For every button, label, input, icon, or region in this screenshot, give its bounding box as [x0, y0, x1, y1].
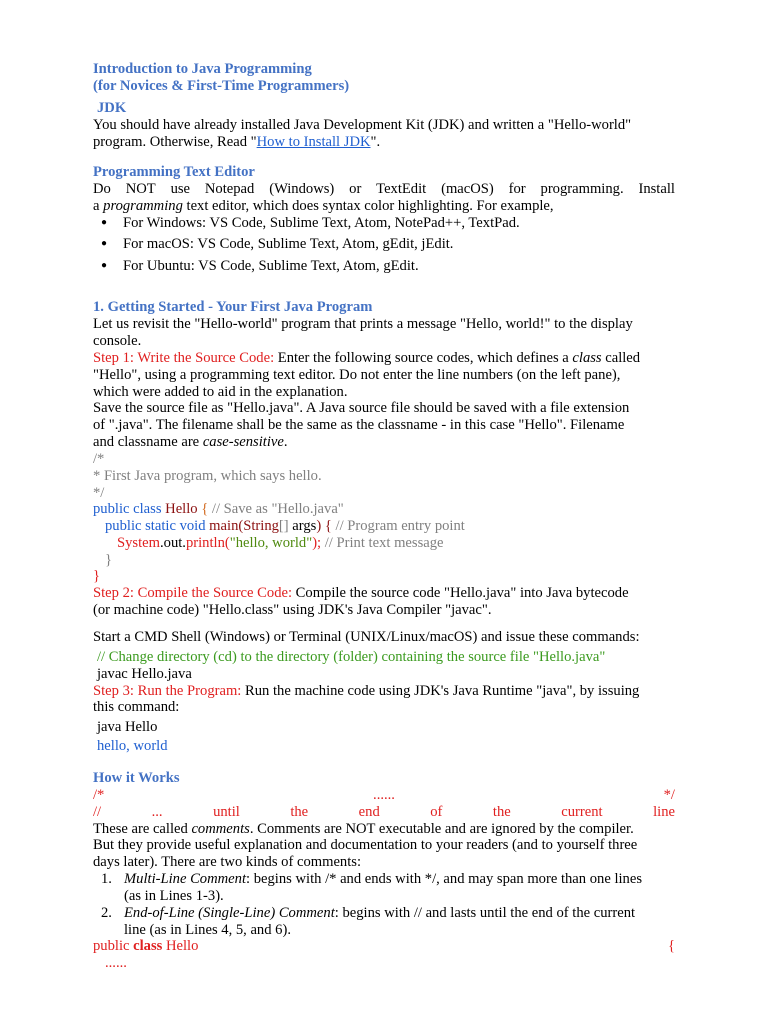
code-line-8: }: [93, 568, 101, 584]
code-line-2: * First Java program, which says hello.: [93, 468, 322, 484]
step-3-line-2: this command:: [93, 699, 180, 715]
code-line-3: */: [93, 485, 105, 501]
code-line-6: System.out.println("hello, world"); // Print text message: [117, 535, 444, 551]
single-line-comment-item-cont: line (as in Lines 4, 5, and 6).: [124, 922, 291, 938]
shell-intro: Start a CMD Shell (Windows) or Terminal (UNIX/Linux/macOS) and issue these commands:: [93, 629, 640, 645]
run-command-java: java Hello: [97, 719, 158, 735]
bullet-dot-icon: ●: [101, 238, 108, 249]
list-number-1: 1.: [101, 871, 112, 887]
editor-heading: Programming Text Editor: [93, 164, 255, 180]
class-body-ellipsis: ......: [105, 955, 127, 971]
doc-title-line-2: (for Novices & First-Time Programmers): [93, 78, 350, 94]
jdk-text: program. Otherwise, Read ": [93, 134, 257, 150]
list-number-2: 2.: [101, 905, 112, 921]
doc-title-line-1: Introduction to Java Programming: [93, 61, 312, 77]
bullet-dot-icon: ●: [101, 260, 108, 271]
section-1-heading: 1. Getting Started - Your First Java Program: [93, 299, 373, 315]
multi-line-comment-item-cont: (as in Lines 1-3).: [124, 888, 224, 904]
step-1-line-2: "Hello", using a programming text editor. Do not enter the line numbers (on the left pane),: [93, 367, 621, 383]
save-paragraph-line-3: and classname are case-sensitive.: [93, 434, 288, 450]
shell-command-javac: javac Hello.java: [97, 666, 192, 682]
step-3-label: Step 3: Run the Program:: [93, 683, 242, 699]
code-line-5: public static void main(String[] args) { // Program entry point: [105, 518, 465, 534]
install-jdk-link[interactable]: How to Install JDK: [256, 134, 371, 150]
editor-bullet-macos: For macOS: VS Code, Sublime Text, Atom, gEdit, jEdit.: [123, 236, 454, 252]
code-line-4: public class Hello { // Save as "Hello.java": [93, 501, 344, 517]
section-1-intro-line-1: Let us revisit the "Hello-world" program that prints a message "Hello, world!" to the display: [93, 316, 633, 332]
bullet-dot-icon: ●: [101, 217, 108, 228]
step-2-line-1: Step 2: Compile the Source Code: Compile the source code "Hello.java" into Java bytecode: [93, 585, 629, 601]
save-paragraph-line-2: of ".java". The filename shall be the same as the classname - in this case "Hello". Filename: [93, 417, 625, 433]
programming-emphasis: programming: [103, 198, 183, 214]
jdk-paragraph-line-2: [93, 134, 380, 151]
jdk-paragraph-line-1: You should have already installed Java Development Kit (JDK) and written a "Hello-world": [93, 117, 632, 133]
shell-comment: // Change directory (cd) to the directory (folder) containing the source file "Hello.java": [97, 649, 606, 665]
jdk-heading: JDK: [97, 100, 127, 116]
step-1-line-3: which were added to aid in the explanation.: [93, 384, 348, 400]
comment-syntax-single-line: // ... until the end of the current line: [93, 804, 675, 820]
step-1-line-1: Step 1: Write the Source Code: Enter the following source codes, which defines a class called: [93, 350, 641, 366]
jdk-text-end: ".: [370, 134, 381, 150]
code-line-7: }: [105, 552, 113, 568]
editor-bullet-windows: For Windows: VS Code, Sublime Text, Atom, NotePad++, TextPad.: [123, 215, 520, 231]
editor-justified-line: Do NOT use Notepad (Windows) or TextEdit (macOS) for programming. Install: [93, 181, 675, 197]
section-1-intro-line-2: console.: [93, 333, 142, 349]
class-declaration-line: public class Hello {: [93, 938, 675, 954]
how-it-works-heading: How it Works: [93, 770, 180, 786]
editor-bullet-ubuntu: For Ubuntu: VS Code, Sublime Text, Atom, gEdit.: [123, 258, 419, 274]
editor-paragraph-line-1: [93, 181, 675, 198]
step-3-line-1: Step 3: Run the Program: Run the machine code using JDK's Java Runtime "java", by issuing: [93, 683, 640, 699]
editor-paragraph-line-2: a programming text editor, which does syntax color highlighting. For example,: [93, 198, 554, 214]
single-line-comment-item: End-of-Line (Single-Line) Comment: begins with // and lasts until the end of the current: [124, 905, 636, 921]
multi-line-comment-item: Multi-Line Comment: begins with /* and ends with */, and may span more than one lines: [124, 871, 643, 887]
comments-paragraph-line-3: days later). There are two kinds of comments:: [93, 854, 362, 870]
comments-paragraph-line-1: These are called comments. Comments are NOT executable and are ignored by the compiler.: [93, 821, 634, 837]
comment-syntax-multiline: /* ...... */: [93, 787, 675, 803]
comments-paragraph-line-2: But they provide useful explanation and documentation to your readers (and to yourself three: [93, 837, 638, 853]
step-2-label: Step 2: Compile the Source Code:: [93, 585, 293, 601]
run-output: hello, world: [97, 738, 168, 754]
step-1-label: Step 1: Write the Source Code:: [93, 350, 275, 366]
save-paragraph-line-1: Save the source file as "Hello.java". A Java source file should be saved with a file extension: [93, 400, 630, 416]
step-2-line-2: (or machine code) "Hello.class" using JDK's Java Compiler "javac".: [93, 602, 492, 618]
code-line-1: /*: [93, 451, 105, 467]
